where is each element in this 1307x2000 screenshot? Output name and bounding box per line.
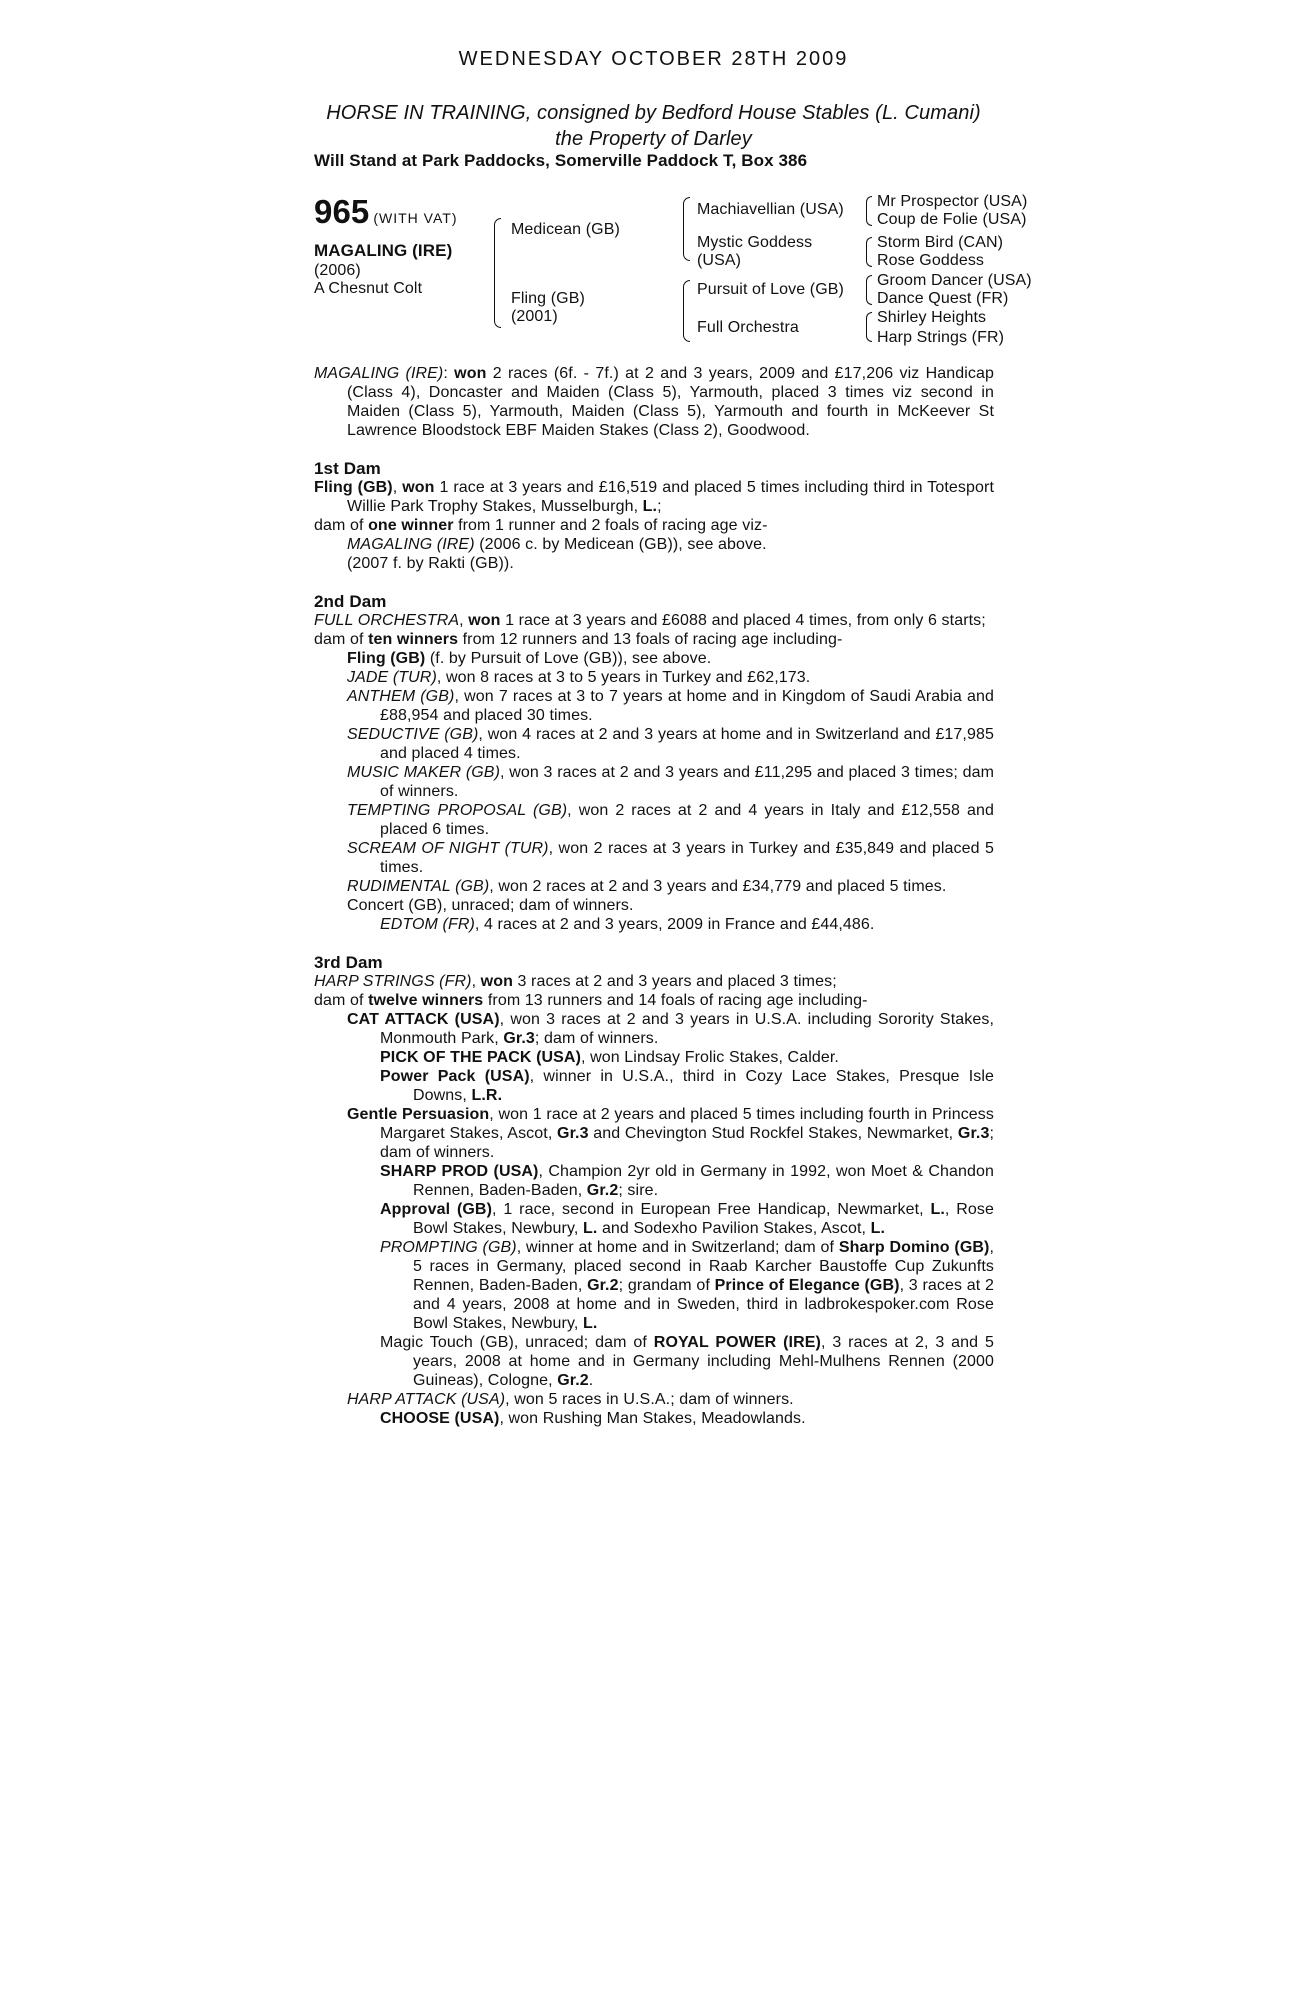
lot-number-block xyxy=(314,193,458,231)
pedigree-brace-dam xyxy=(683,280,690,342)
produce-text: , 4 races at 2 and 3 years, 2009 in France and £44,486. xyxy=(474,916,875,933)
produce-text: , won 3 races at 2 and 3 years in U.S.A. including Sorority Stakes, Monmouth Park, xyxy=(380,1011,994,1047)
dam-of-label: dam of xyxy=(314,517,364,534)
pedigree-dsd: Dance Quest (FR) xyxy=(877,290,1009,307)
produce-name: RUDIMENTAL (GB) xyxy=(347,878,490,895)
produce-text: ; dam of winners. xyxy=(380,1125,994,1161)
stand-location: Will Stand at Park Paddocks, Somerville Paddock T, Box 386 xyxy=(314,151,808,170)
produce-name: CHOOSE (USA) xyxy=(380,1410,500,1427)
produce-name: Prince of Elegance (GB) xyxy=(714,1277,900,1294)
dam-of-label: dam of xyxy=(314,992,364,1009)
produce-name: ROYAL POWER (IRE) xyxy=(653,1334,821,1351)
second-dam-record: FULL ORCHESTRA, won 1 race at 3 years and £6088 and placed 4 times, from only 6 starts; xyxy=(314,612,986,629)
produce-item xyxy=(314,1390,994,1409)
produce-name: Fling (GB) xyxy=(347,650,426,667)
pedigree-dds: Shirley Heights xyxy=(877,309,987,326)
produce-text: , Champion 2yr old in Germany in 1992, won Moet & Chandon Rennen, Baden-Baden, xyxy=(413,1163,995,1199)
pedigree-brace-ss xyxy=(866,196,872,226)
produce-item xyxy=(314,1238,994,1333)
third-dam-won: won xyxy=(480,973,513,990)
produce-text: (2006 c. by Medicean (GB)), see above. xyxy=(479,536,767,553)
second-dam-name: FULL ORCHESTRA xyxy=(314,612,460,629)
produce-item xyxy=(314,668,994,687)
produce-item xyxy=(314,725,994,763)
grade-label: Gr.2 xyxy=(586,1182,619,1199)
horse-name: MAGALING (IRE) xyxy=(314,241,453,260)
produce-name: CAT ATTACK (USA) xyxy=(347,1011,500,1028)
pedigree-brace-dd xyxy=(866,312,872,342)
produce-text: (2007 f. by Rakti (GB)). xyxy=(347,555,514,572)
produce-item xyxy=(314,554,994,573)
produce-item xyxy=(314,1067,994,1105)
produce-text: , won 7 races at 3 to 7 years at home and in Kingdom of Saudi Arabia and £88,954 and placed 30 times. xyxy=(380,688,994,724)
produce-text: ; sire. xyxy=(618,1182,659,1199)
produce-item xyxy=(314,687,994,725)
produce-text: , 3 races at 2 and 4 years, 2008 at home and in Sweden, third in ladbrokespoker.com Rose Bowl Stakes, Newbury, xyxy=(413,1277,994,1332)
pedigree-sire-dam-country: (USA) xyxy=(697,252,742,269)
grade-label: Gr.3 xyxy=(557,1125,589,1142)
grade-label: L. xyxy=(930,1201,945,1218)
second-dam-text: 1 race at 3 years and £6088 and placed 4 times, from only 6 starts; xyxy=(505,612,986,629)
grade-label: L. xyxy=(582,1220,598,1237)
grade-label: Gr.3 xyxy=(503,1030,535,1047)
grade-label: Gr.2 xyxy=(557,1372,589,1389)
horse-summary: MAGALING (IRE): won 2 races (6f. - 7f.) at 2 and 3 years, 2009 and £17,206 viz Handicap (Class 4), Doncaster and Maiden (Class 5), Yarmouth, placed 3 times viz second in Maiden (Class 5), Yarmouth, Maiden (Class 5), Yarmouth and fourth in McKeever St Lawrence Bloodstock EBF Maiden Stakes (Class 2), Goodwood. xyxy=(314,365,994,439)
horse-foaling-year: (2006) xyxy=(314,262,361,279)
summary-won: won xyxy=(454,365,487,382)
produce-name: SEDUCTIVE (GB) xyxy=(347,726,479,743)
pedigree-dam-year: (2001) xyxy=(511,308,558,325)
produce-name: HARP ATTACK (USA) xyxy=(347,1391,506,1408)
produce-text: , won 1 race at 2 years and placed 5 times including fourth in Princess Margaret Stakes, Ascot, xyxy=(380,1106,994,1142)
pedigree-sdd: Rose Goddess xyxy=(877,252,985,269)
produce-text: Concert (GB), unraced; dam of winners. xyxy=(347,897,634,914)
produce-item xyxy=(314,896,994,915)
produce-text: , won 2 races at 3 years in Turkey and £35,849 and placed 5 times. xyxy=(380,840,994,876)
produce-item xyxy=(314,1162,994,1200)
third-dam-heading: 3rd Dam xyxy=(314,953,383,972)
produce-text: ; dam of winners. xyxy=(534,1030,659,1047)
third-dam-text: 3 races at 2 and 3 years and placed 3 times; xyxy=(517,973,837,990)
pedigree-dam: Fling (GB) xyxy=(511,290,585,307)
winners-count: ten winners xyxy=(368,631,459,648)
produce-item xyxy=(314,1010,994,1048)
produce-text: , Rose Bowl Stakes, Newbury, xyxy=(413,1201,995,1237)
first-dam-heading: 1st Dam xyxy=(314,459,381,478)
produce-name: SHARP PROD (USA) xyxy=(380,1163,539,1180)
produce-text: and Sodexho Pavilion Stakes, Ascot, xyxy=(601,1220,867,1237)
produce-text: ; grandam of xyxy=(618,1277,710,1294)
produce-text: from 12 runners and 13 foals of racing age including- xyxy=(462,631,843,648)
pedigree-brace-sd xyxy=(866,237,872,267)
produce-name: Approval (GB) xyxy=(380,1201,493,1218)
pedigree-brace-sire xyxy=(683,197,690,261)
pedigree-sss: Mr Prospector (USA) xyxy=(877,193,1028,210)
third-dam-record: HARP STRINGS (FR), won 3 races at 2 and 3 years and placed 3 times; xyxy=(314,973,837,990)
produce-text: , won 2 races at 2 and 3 years and £34,779 and placed 5 times. xyxy=(489,878,947,895)
winners-count: one winner xyxy=(368,517,454,534)
pedigree-dam-sire: Pursuit of Love (GB) xyxy=(697,281,844,298)
produce-text: from 13 runners and 14 foals of racing age including- xyxy=(487,992,868,1009)
pedigree-dss: Groom Dancer (USA) xyxy=(877,272,1032,289)
produce-item xyxy=(314,915,994,934)
pedigree-sire-dam: Mystic Goddess xyxy=(697,234,813,251)
produce-text: , won 4 races at 2 and 3 years at home and in Switzerland and £17,985 and placed 4 times. xyxy=(380,726,994,762)
produce-item xyxy=(314,1200,994,1238)
produce-text: , winner in U.S.A., third in Cozy Lace Stakes, Presque Isle Downs, xyxy=(413,1068,994,1104)
pedigree-sds: Storm Bird (CAN) xyxy=(877,234,1004,251)
produce-name: JADE (TUR) xyxy=(347,669,437,686)
produce-item xyxy=(314,535,994,554)
produce-item xyxy=(314,1409,994,1428)
produce-item xyxy=(314,801,994,839)
summary-text: 2 races (6f. - 7f.) at 2 and 3 years, 2009 and £17,206 viz Handicap (Class 4), Doncaster and Maiden (Class 5), Yarmouth, placed 3 times viz second in Maiden (Class 5), Yarmouth, Maiden (Class 5), Yarmouth and fourth in McKeever St Lawrence Bloodstock EBF Maiden Stakes (Class 2), Goodwood. xyxy=(347,365,994,439)
grade-label: Gr.3 xyxy=(957,1125,990,1142)
dam-of-label: dam of xyxy=(314,631,364,648)
produce-name: MUSIC MAKER (GB) xyxy=(347,764,500,781)
produce-item xyxy=(314,1105,994,1162)
first-dam-name: Fling (GB) xyxy=(314,479,393,496)
first-dam-produce-summary xyxy=(314,516,994,535)
first-dam-text: 1 race at 3 years and £16,519 and placed 5 times including third in Totesport Willie Park Trophy Stakes, Musselburgh, xyxy=(347,479,995,515)
produce-item xyxy=(314,839,994,877)
produce-item xyxy=(314,763,994,801)
pedigree-dam-dam: Full Orchestra xyxy=(697,319,799,336)
sale-date: WEDNESDAY OCTOBER 28TH 2009 xyxy=(458,48,849,70)
produce-item: Magic Touch (GB), unraced; dam of ROYAL POWER (IRE), 3 races at 2, 3 and 5 years, 2008 at home and in Germany including Mehl-Mulhens Rennen (2000 Guineas), Cologne, Gr.2. xyxy=(380,1334,994,1389)
produce-name: SCREAM OF NIGHT (TUR) xyxy=(347,840,549,857)
produce-name: PROMPTING (GB) xyxy=(380,1239,517,1256)
second-dam-heading: 2nd Dam xyxy=(314,592,387,611)
winners-count: twelve winners xyxy=(368,992,484,1009)
produce-name: Gentle Persuasion xyxy=(347,1106,490,1123)
first-dam-record: Fling (GB), won 1 race at 3 years and £16,519 and placed 5 times including third in Totesport Willie Park Trophy Stakes, Musselburgh, L.; xyxy=(314,479,995,515)
pedigree-brace-ds xyxy=(866,275,872,305)
third-dam-name: HARP STRINGS (FR) xyxy=(314,973,472,990)
vat-note: (WITH VAT) xyxy=(373,210,458,226)
produce-text: , 3 races at 2, 3 and 5 years, 2008 at home and in Germany including Mehl-Mulhens Rennen (2000 Guineas), Cologne, xyxy=(413,1334,994,1389)
consignment-line: HORSE IN TRAINING, consigned by Bedford House Stables (L. Cumani) xyxy=(326,102,981,124)
produce-text: Magic Touch (GB), unraced; dam of xyxy=(380,1334,647,1351)
grade-label: L. xyxy=(870,1220,886,1237)
produce-text: , 1 race, second in European Free Handicap, Newmarket, xyxy=(492,1201,924,1218)
produce-name: EDTOM (FR) xyxy=(380,916,475,933)
produce-text: , 5 races in Germany, placed second in Raab Karcher Baustoffe Cup Zukunfts Rennen, Baden-Baden, xyxy=(413,1239,995,1294)
produce-name: TEMPTING PROPOSAL (GB) xyxy=(347,802,568,819)
horse-description: A Chesnut Colt xyxy=(314,280,423,297)
pedigree-ddd: Harp Strings (FR) xyxy=(877,329,1005,346)
pedigree-sire-sire: Machiavellian (USA) xyxy=(697,201,844,218)
grade-label: L.R. xyxy=(471,1087,503,1104)
pedigree-brace-1 xyxy=(494,218,501,328)
pedigree-sire: Medicean (GB) xyxy=(511,221,620,238)
produce-name: Sharp Domino (GB) xyxy=(838,1239,990,1256)
property-line: the Property of Darley xyxy=(555,128,752,150)
produce-text: , winner at home and in Switzerland; dam of xyxy=(516,1239,835,1256)
produce-item xyxy=(314,649,994,668)
pedigree-ssd: Coup de Folie (USA) xyxy=(877,211,1027,228)
summary-horse-name: MAGALING (IRE) xyxy=(314,365,444,382)
catalogue-body xyxy=(314,364,994,1428)
produce-text: , won 8 races at 3 to 5 years in Turkey and £62,173. xyxy=(436,669,811,686)
grade-label: Gr.2 xyxy=(587,1277,619,1294)
produce-text: (f. by Pursuit of Love (GB)), see above. xyxy=(429,650,712,667)
produce-text: and Chevington Stud Rockfel Stakes, Newmarket, xyxy=(593,1125,954,1142)
produce-text: , won 5 races in U.S.A.; dam of winners. xyxy=(505,1391,794,1408)
produce-name: PICK OF THE PACK (USA) xyxy=(380,1049,582,1066)
grade-label: L. xyxy=(582,1315,598,1332)
produce-item xyxy=(314,1048,994,1067)
consignment-heading xyxy=(0,100,1307,152)
third-dam-produce-summary xyxy=(314,991,994,1010)
second-dam-produce-summary xyxy=(314,630,994,649)
produce-text: , won Lindsay Frolic Stakes, Calder. xyxy=(581,1049,839,1066)
produce-item xyxy=(314,877,994,896)
second-dam-won: won xyxy=(468,612,501,629)
produce-text: , won Rushing Man Stakes, Meadowlands. xyxy=(499,1410,806,1427)
first-dam-listed: L. xyxy=(642,498,658,515)
produce-text: , won 3 races at 2 and 3 years and £11,295 and placed 3 times; dam of winners. xyxy=(380,764,994,800)
first-dam-won: won xyxy=(402,479,435,496)
produce-text: from 1 runner and 2 foals of racing age viz- xyxy=(458,517,768,534)
lot-number: 965 xyxy=(314,193,370,230)
produce-text: , won 2 races at 2 and 4 years in Italy and £12,558 and placed 6 times. xyxy=(380,802,994,838)
produce-name: ANTHEM (GB) xyxy=(347,688,455,705)
produce-name: MAGALING (IRE) xyxy=(347,536,475,553)
produce-name: Power Pack (USA) xyxy=(380,1068,530,1085)
